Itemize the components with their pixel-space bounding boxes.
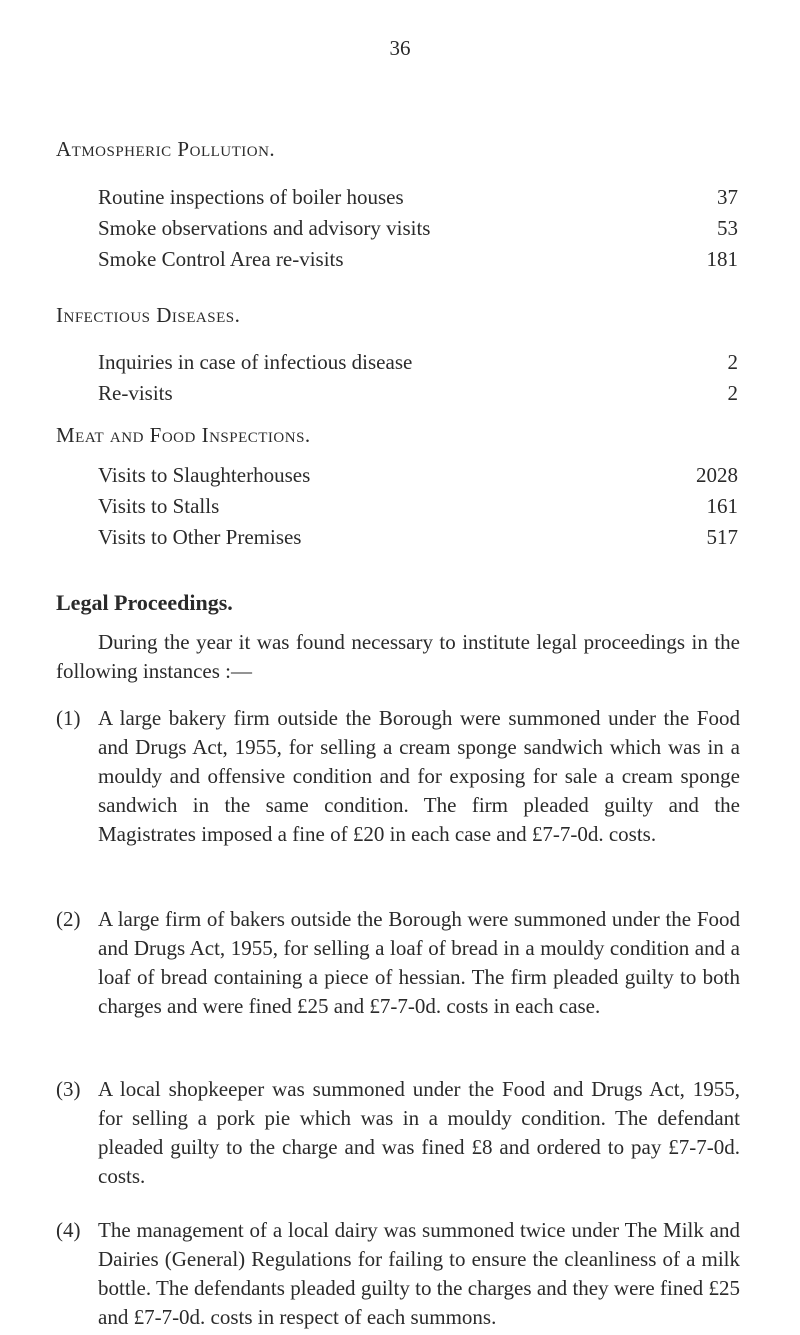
case-number: (2) [56,907,81,931]
case-number: (1) [56,706,81,730]
stat-row [98,213,738,243]
case-text: The management of a local dairy was summoned twice under The Milk and Dairies (General) Regulations for failing to ensure the cleanliness of a milk bottle. The defendants pleaded guilty to the charges and they were fined £25 and £7-7-0d. costs in respect of each summons. [98,1218,740,1329]
page-number: 36 [389,36,411,60]
stat-label: Visits to Slaughterhouses [98,463,311,487]
stat-label: Re-visits [98,381,173,405]
stat-label: Smoke observations and advisory visits [98,216,431,240]
stat-label: Inquiries in case of infectious disease [98,350,413,374]
case-number: (4) [56,1218,81,1242]
case-text: A large firm of bakers outside the Borough were summoned under the Food and Drugs Act, 1955, for selling a loaf of bread in a mouldy condition and a loaf of bread containing a piece of hessian. The firm pleaded guilty to both charges and were fined £25 and £7-7-0d. costs in each case. [98,907,740,1018]
case-text: A large bakery firm outside the Borough were summoned under the Food and Drugs Act, 1955, for selling a cream sponge sandwich which was in a mouldy and offensive condition and for exposing for sale a cream sponge sandwich in the same condition. The firm pleaded guilty and the Magistrates imposed a fine of £20 in each case and £7-7-0d. costs. [98,706,740,846]
stat-row [98,182,738,212]
stat-value: 2028 [696,463,738,487]
stat-row [98,460,738,490]
legal-case-item [56,1216,740,1332]
stat-row [98,522,738,552]
stat-row [98,347,738,377]
stat-row [98,491,738,521]
stat-value: 181 [706,247,738,271]
case-text: A local shopkeeper was summoned under the Food and Drugs Act, 1955, for selling a pork pie which was in a mouldy condition. The defendant pleaded guilty to the charge and was fined £8 and ordered to pay £7-7-0d. costs. [98,1077,740,1188]
stat-value: 2 [727,381,738,405]
legal-case-item [56,1075,740,1191]
stat-label: Routine inspections of boiler houses [98,185,404,209]
section-heading-meat-and-food-inspections: Meat and Food Inspections. [56,423,311,447]
stat-label: Visits to Other Premises [98,525,302,549]
legal-intro-paragraph: During the year it was found necessary to institute legal proceedings in the following instances :— [56,630,740,683]
stat-label: Visits to Stalls [98,494,220,518]
stat-value: 37 [717,185,738,209]
stat-row [98,378,738,408]
stat-value: 2 [727,350,738,374]
stat-value: 517 [706,525,738,549]
section-heading-atmospheric-pollution: Atmospheric Pollution. [56,137,276,161]
stat-row [98,244,738,274]
legal-proceedings-heading: Legal Proceedings. [56,590,233,615]
section-heading-infectious-diseases: Infectious Diseases. [56,303,241,327]
legal-case-item [56,704,740,849]
legal-case-item [56,905,740,1021]
stat-value: 161 [706,494,738,518]
case-number: (3) [56,1077,81,1101]
stat-value: 53 [717,216,738,240]
stat-label: Smoke Control Area re-visits [98,247,344,271]
